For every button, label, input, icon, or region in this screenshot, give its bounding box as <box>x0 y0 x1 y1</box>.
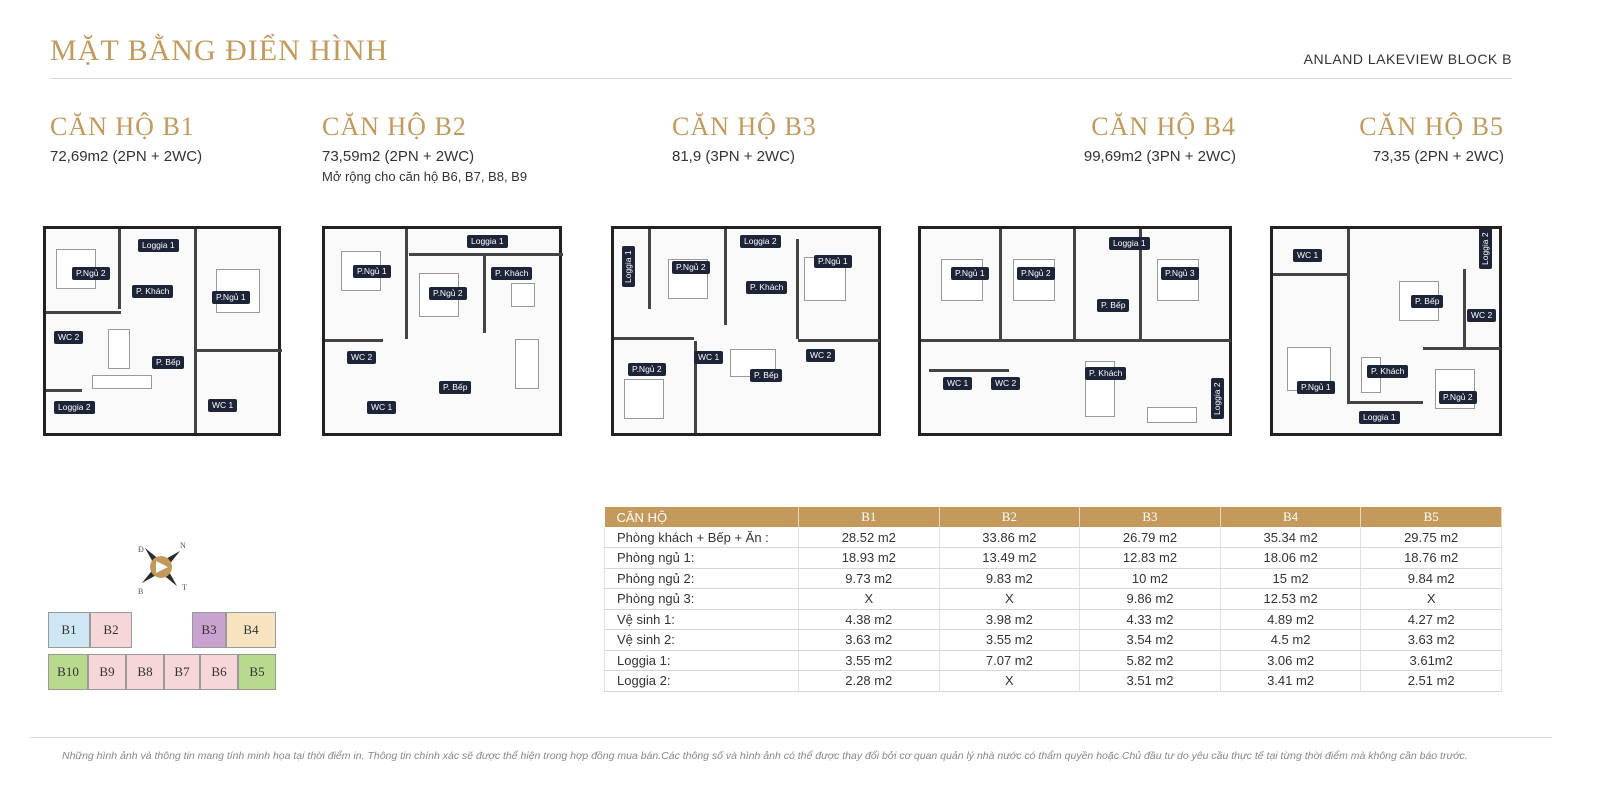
block-cell-b4: B4 <box>226 612 276 648</box>
room-label: WC 2 <box>806 349 835 362</box>
unit-name: CĂN HỘ B1 <box>50 112 195 141</box>
row-label: Phòng ngủ 2: <box>605 568 799 589</box>
table-cell: 9.83 m2 <box>939 568 1080 589</box>
table-cell: 3.55 m2 <box>799 650 940 671</box>
unit-heading-b1 <box>50 112 202 165</box>
room-label: WC 2 <box>991 377 1020 390</box>
unit-heading-b2 <box>322 112 527 184</box>
compass-letter-b: B <box>138 587 144 596</box>
floor-plan-b3 <box>611 226 881 436</box>
room-label: WC 1 <box>943 377 972 390</box>
room-label: P. Bếp <box>152 356 184 369</box>
room-label: Loggia 2 <box>740 235 781 248</box>
table-cell: 15 m2 <box>1220 568 1361 589</box>
room-label: P.Ngủ 2 <box>1017 267 1055 280</box>
table-cell: 3.41 m2 <box>1220 671 1361 692</box>
room-label: Loggia 1 <box>622 246 635 287</box>
table-cell: 3.06 m2 <box>1220 650 1361 671</box>
row-label: Loggia 1: <box>605 650 799 671</box>
table-row <box>605 568 1502 589</box>
table-header-cell: CĂN HỘ <box>605 507 799 527</box>
block-cell-b8: B8 <box>126 654 164 690</box>
unit-name: CĂN HỘ B2 <box>322 112 467 141</box>
table-cell: 3.63 m2 <box>1361 630 1502 651</box>
table-header-cell: B1 <box>799 507 940 527</box>
table-cell: 18.93 m2 <box>799 548 940 569</box>
unit-name: CĂN HỘ B4 <box>1091 112 1236 141</box>
table-cell: 29.75 m2 <box>1361 527 1502 548</box>
room-label: WC 2 <box>54 331 83 344</box>
table-row <box>605 650 1502 671</box>
footer-divider <box>30 737 1552 738</box>
floor-plan-b1 <box>43 226 281 436</box>
table-cell: 4.33 m2 <box>1080 609 1221 630</box>
room-label: P.Ngủ 2 <box>72 267 110 280</box>
room-label: WC 2 <box>347 351 376 364</box>
table-row <box>605 609 1502 630</box>
room-label: P.Ngủ 1 <box>814 255 852 268</box>
project-name: ANLAND LAKEVIEW BLOCK B <box>1303 51 1512 67</box>
page-title: MẶT BẰNG ĐIỂN HÌNH <box>50 34 389 67</box>
table-cell: 4.27 m2 <box>1361 609 1502 630</box>
table-cell: 26.79 m2 <box>1080 527 1221 548</box>
table-cell: 12.53 m2 <box>1220 589 1361 610</box>
room-label: P. Khách <box>746 281 787 294</box>
room-label: Loggia 1 <box>1109 237 1150 250</box>
table-cell: 4.38 m2 <box>799 609 940 630</box>
room-label: P.Ngủ 1 <box>951 267 989 280</box>
table-cell: 3.51 m2 <box>1080 671 1221 692</box>
room-label: Loggia 1 <box>467 235 508 248</box>
room-label: Loggia 2 <box>1211 378 1224 419</box>
room-label: WC 1 <box>694 351 723 364</box>
unit-area: 81,9 (3PN + 2WC) <box>672 148 795 165</box>
block-cell-b6: B6 <box>200 654 238 690</box>
block-cell-b7: B7 <box>164 654 200 690</box>
unit-heading-b5 <box>1359 112 1504 165</box>
compass-letter-n: N <box>180 541 186 550</box>
table-cell: 7.07 m2 <box>939 650 1080 671</box>
block-cell-b1: B1 <box>48 612 90 648</box>
room-label: Loggia 2 <box>1479 228 1492 269</box>
table-row <box>605 630 1502 651</box>
room-label: P. Bếp <box>439 381 471 394</box>
unit-name: CĂN HỘ B5 <box>1359 112 1504 141</box>
table-header-cell: B2 <box>939 507 1080 527</box>
room-label: WC 2 <box>1467 309 1496 322</box>
room-label: P. Bếp <box>750 369 782 382</box>
unit-heading-b3 <box>672 112 817 165</box>
room-label: P. Khách <box>1367 365 1408 378</box>
room-label: P.Ngủ 2 <box>1439 391 1477 404</box>
room-label: Loggia 1 <box>1359 411 1400 424</box>
unit-note: Mở rộng cho căn hộ B6, B7, B8, B9 <box>322 169 528 184</box>
compass-icon <box>132 538 190 596</box>
floor-plan-b4 <box>918 226 1232 436</box>
row-label: Phòng ngủ 1: <box>605 548 799 569</box>
table-header-row <box>605 507 1502 527</box>
table-cell: 18.06 m2 <box>1220 548 1361 569</box>
floor-plan-b5 <box>1270 226 1502 436</box>
table-cell: 33.86 m2 <box>939 527 1080 548</box>
table-cell: 3.63 m2 <box>799 630 940 651</box>
disclaimer: Những hình ảnh và thông tin mang tính minh họa tại thời điểm in. Thông tin chính xác sẽ được thể hiện trong hợp đồng mua bán.Các thông số và hình ảnh có thể được thay đổi bởi cơ quan quản lý nhà nước có thẩm quyền hoặc Chủ đầu tư do yêu cầu thực tế tại từng thời điểm mà không cần báo trước. <box>62 750 1468 762</box>
room-label: P.Ngủ 2 <box>672 261 710 274</box>
table-cell: 10 m2 <box>1080 568 1221 589</box>
room-label: P.Ngủ 2 <box>429 287 467 300</box>
table-cell: 4.89 m2 <box>1220 609 1361 630</box>
room-label: P.Ngủ 1 <box>1297 381 1335 394</box>
table-row <box>605 671 1502 692</box>
table-row <box>605 527 1502 548</box>
table-cell: 2.51 m2 <box>1361 671 1502 692</box>
table-cell: 13.49 m2 <box>939 548 1080 569</box>
block-cell-b2: B2 <box>90 612 132 648</box>
table-header-cell: B3 <box>1080 507 1221 527</box>
table-cell: 9.84 m2 <box>1361 568 1502 589</box>
row-label: Vệ sinh 1: <box>605 609 799 630</box>
floor-plan-b2 <box>322 226 562 436</box>
room-label: WC 1 <box>208 399 237 412</box>
unit-area: 72,69m2 (2PN + 2WC) <box>50 148 203 165</box>
table-cell: 5.82 m2 <box>1080 650 1221 671</box>
table-row <box>605 589 1502 610</box>
room-label: WC 1 <box>1293 249 1322 262</box>
row-label: Phòng ngủ 3: <box>605 589 799 610</box>
area-table <box>604 507 1502 692</box>
room-label: P.Ngủ 2 <box>628 363 666 376</box>
table-cell: X <box>1361 589 1502 610</box>
room-label: Loggia 2 <box>54 401 95 414</box>
block-cell-b9: B9 <box>88 654 126 690</box>
table-cell: 12.83 m2 <box>1080 548 1221 569</box>
row-label: Loggia 2: <box>605 671 799 692</box>
table-cell: X <box>939 589 1080 610</box>
room-label: P. Bếp <box>1411 295 1443 308</box>
unit-area: 99,69m2 (3PN + 2WC) <box>1083 148 1236 165</box>
table-header-cell: B4 <box>1220 507 1361 527</box>
room-label: P.Ngủ 1 <box>353 265 391 278</box>
table-cell: 3.98 m2 <box>939 609 1080 630</box>
block-cell-b5: B5 <box>238 654 276 690</box>
table-cell: 4.5 m2 <box>1220 630 1361 651</box>
room-label: WC 1 <box>367 401 396 414</box>
table-header-cell: B5 <box>1361 507 1502 527</box>
table-cell: 3.61m2 <box>1361 650 1502 671</box>
table-cell: 9.73 m2 <box>799 568 940 589</box>
table-cell: 35.34 m2 <box>1220 527 1361 548</box>
table-cell: 2.28 m2 <box>799 671 940 692</box>
table-cell: 3.54 m2 <box>1080 630 1221 651</box>
block-cell-b10: B10 <box>48 654 88 690</box>
unit-area: 73,59m2 (2PN + 2WC) <box>322 148 475 165</box>
table-cell: X <box>799 589 940 610</box>
header-divider <box>50 78 1512 79</box>
unit-name: CĂN HỘ B3 <box>672 112 817 141</box>
block-map <box>46 610 278 692</box>
table-cell: 28.52 m2 <box>799 527 940 548</box>
row-label: Vệ sinh 2: <box>605 630 799 651</box>
table-cell: 9.86 m2 <box>1080 589 1221 610</box>
row-label: Phòng khách + Bếp + Ăn : <box>605 527 799 548</box>
room-label: Loggia 1 <box>138 239 179 252</box>
table-cell: 18.76 m2 <box>1361 548 1502 569</box>
compass-letter-t: T <box>182 583 187 592</box>
room-label: P. Khách <box>1085 367 1126 380</box>
room-label: P.Ngủ 1 <box>212 291 250 304</box>
room-label: P. Khách <box>132 285 173 298</box>
compass-letter-d: Đ <box>138 545 144 554</box>
table-cell: 3.55 m2 <box>939 630 1080 651</box>
unit-area: 73,35 (2PN + 2WC) <box>1372 148 1504 165</box>
unit-heading-b4 <box>1084 112 1236 165</box>
room-label: P. Bếp <box>1097 299 1129 312</box>
room-label: P. Khách <box>491 267 532 280</box>
room-label: P.Ngủ 3 <box>1161 267 1199 280</box>
table-cell: X <box>939 671 1080 692</box>
block-cell-b3: B3 <box>192 612 226 648</box>
table-row <box>605 548 1502 569</box>
